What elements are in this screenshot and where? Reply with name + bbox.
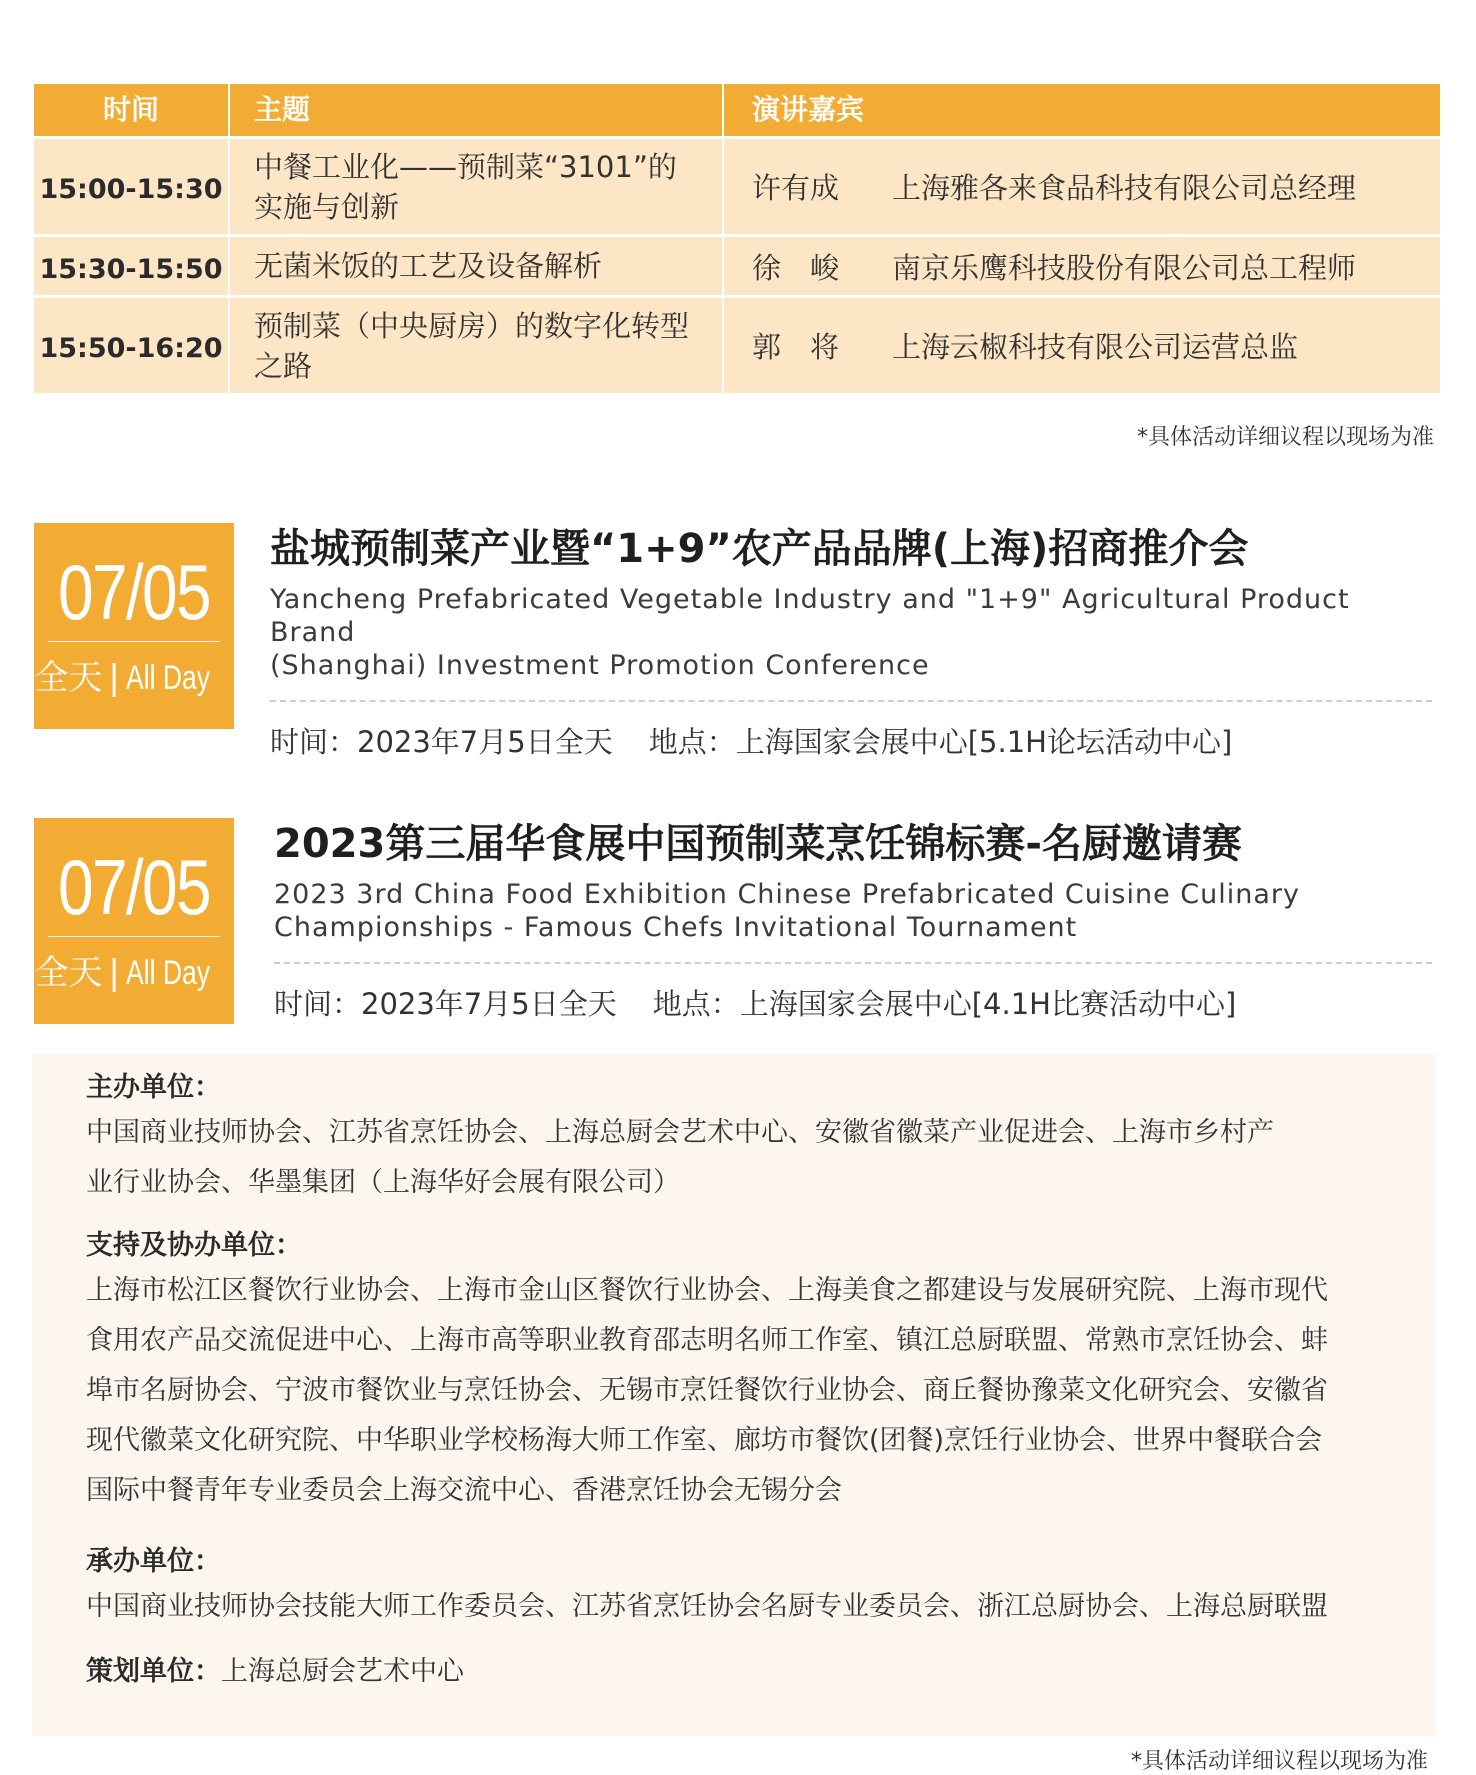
support-line: 现代徽菜文化研究院、中华职业学校杨海大师工作室、廊坊市餐饮(团餐)烹饪行业协会、世界中餐联合会 xyxy=(86,1425,1323,1456)
event-details xyxy=(270,523,1432,761)
event-date: 07/05 xyxy=(58,843,210,931)
event-title: 盐城预制菜产业暨“1+9”农产品品牌(上海)招商推介会 xyxy=(270,526,1249,572)
table-header xyxy=(34,84,1440,136)
event-title-en-line: Championships - Famous Chefs Invitational Tournament xyxy=(274,912,1078,943)
day-cn: 全天 xyxy=(34,953,103,993)
event-date: 07/05 xyxy=(58,548,210,636)
speaker-org: 上海云椒科技有限公司运营总监 xyxy=(892,330,1299,364)
organizers-panel xyxy=(32,1054,1436,1736)
event-location: 地点：上海国家会展中心[4.1H比赛活动中心] xyxy=(652,987,1237,1021)
row-time: 15:50-16:20 xyxy=(34,298,230,393)
row-topic: 预制菜（中央厨房）的数字化转型之路 xyxy=(230,298,724,393)
event-time: 时间：2023年7月5日全天 xyxy=(274,987,617,1021)
event-title: 2023第三届华食展中国预制菜烹饪锦标赛-名厨邀请赛 xyxy=(274,821,1242,867)
date-badge xyxy=(34,523,234,729)
undertake-section xyxy=(86,1542,1392,1632)
support-line: 国际中餐青年专业委员会上海交流中心、香港烹饪协会无锡分会 xyxy=(86,1475,842,1506)
event-block xyxy=(34,523,1444,759)
speaker-org: 上海雅各来食品科技有限公司总经理 xyxy=(892,171,1357,205)
day-en: All Day xyxy=(125,659,210,697)
agenda-note: *具体活动详细议程以现场为准 xyxy=(1136,425,1434,450)
date-badge xyxy=(34,818,234,1024)
event-title-en-line: (Shanghai) Investment Promotion Conference xyxy=(270,650,930,681)
row-speaker xyxy=(724,298,1440,393)
dashed-divider xyxy=(274,962,1432,964)
host-label: 主办单位： xyxy=(86,1072,221,1103)
event-location: 地点：上海国家会展中心[5.1H论坛活动中心] xyxy=(648,725,1233,759)
day-separator: | xyxy=(108,658,120,698)
undertake-text: 中国商业技师协会技能大师工作委员会、江苏省烹饪协会名厨专业委员会、浙江总厨协会、上海总厨联盟 xyxy=(86,1591,1328,1622)
plan-section xyxy=(86,1652,1392,1692)
row-speaker xyxy=(724,139,1440,234)
support-line: 埠市名厨协会、宁波市餐饮业与烹饪协会、无锡市烹饪餐饮行业协会、商丘餐协豫菜文化研究会、安徽省 xyxy=(86,1375,1328,1406)
support-line: 食用农产品交流促进中心、上海市高等职业教育邵志明名师工作室、镇江总厨联盟、常熟市烹饪协会、蚌 xyxy=(86,1325,1328,1356)
table-row xyxy=(34,298,1440,393)
date-divider xyxy=(48,936,220,937)
schedule-table xyxy=(34,84,1440,393)
table-row xyxy=(34,237,1440,295)
support-line: 上海市松江区餐饮行业协会、上海市金山区餐饮行业协会、上海美食之都建设与发展研究院、上海市现代 xyxy=(86,1275,1328,1306)
event-title-en xyxy=(270,583,1432,682)
event-title-en-line: Yancheng Prefabricated Vegetable Industry and "1+9" Agricultural Product Brand xyxy=(270,584,1350,648)
event-info xyxy=(270,720,1432,761)
dashed-divider xyxy=(270,700,1432,702)
row-speaker xyxy=(724,237,1440,295)
event-title-en xyxy=(274,878,1432,944)
date-divider xyxy=(48,641,220,642)
agenda-note: *具体活动详细议程以现场为准 xyxy=(1130,1749,1428,1774)
row-topic: 中餐工业化——预制菜“3101”的实施与创新 xyxy=(230,139,724,234)
speaker-name: 徐 峻 xyxy=(752,250,840,285)
row-topic: 无菌米饭的工艺及设备解析 xyxy=(230,237,724,295)
event-day xyxy=(34,952,234,994)
event-day xyxy=(34,657,234,699)
event-time: 时间：2023年7月5日全天 xyxy=(270,725,613,759)
event-details xyxy=(274,818,1432,1023)
host-section xyxy=(86,1068,1392,1208)
undertake-label: 承办单位： xyxy=(86,1546,221,1577)
header-speaker: 演讲嘉宾 xyxy=(752,93,865,126)
host-line: 中国商业技师协会、江苏省烹饪协会、上海总厨会艺术中心、安徽省徽菜产业促进会、上海市乡村产 xyxy=(86,1117,1274,1148)
day-separator: | xyxy=(108,953,120,993)
event-info xyxy=(274,982,1432,1023)
event-title-en-line: 2023 3rd China Food Exhibition Chinese Prefabricated Cuisine Culinary xyxy=(274,879,1300,910)
day-cn: 全天 xyxy=(34,658,103,698)
row-time: 15:30-15:50 xyxy=(34,237,230,295)
day-en: All Day xyxy=(125,954,210,992)
speaker-name: 郭 将 xyxy=(752,330,840,364)
plan-label: 策划单位： xyxy=(86,1656,221,1687)
table-row xyxy=(34,139,1440,234)
support-section xyxy=(86,1226,1392,1516)
header-time: 时间 xyxy=(34,84,230,136)
event-block xyxy=(34,818,1444,1024)
speaker-name: 许有成 xyxy=(752,171,840,205)
row-time: 15:00-15:30 xyxy=(34,139,230,234)
support-label: 支持及协办单位： xyxy=(86,1230,302,1261)
plan-text: 上海总厨会艺术中心 xyxy=(221,1656,464,1687)
header-topic: 主题 xyxy=(230,84,724,136)
host-line: 业行业协会、华墨集团（上海华好会展有限公司） xyxy=(86,1167,680,1198)
speaker-org: 南京乐鹰科技股份有限公司总工程师 xyxy=(892,250,1357,285)
